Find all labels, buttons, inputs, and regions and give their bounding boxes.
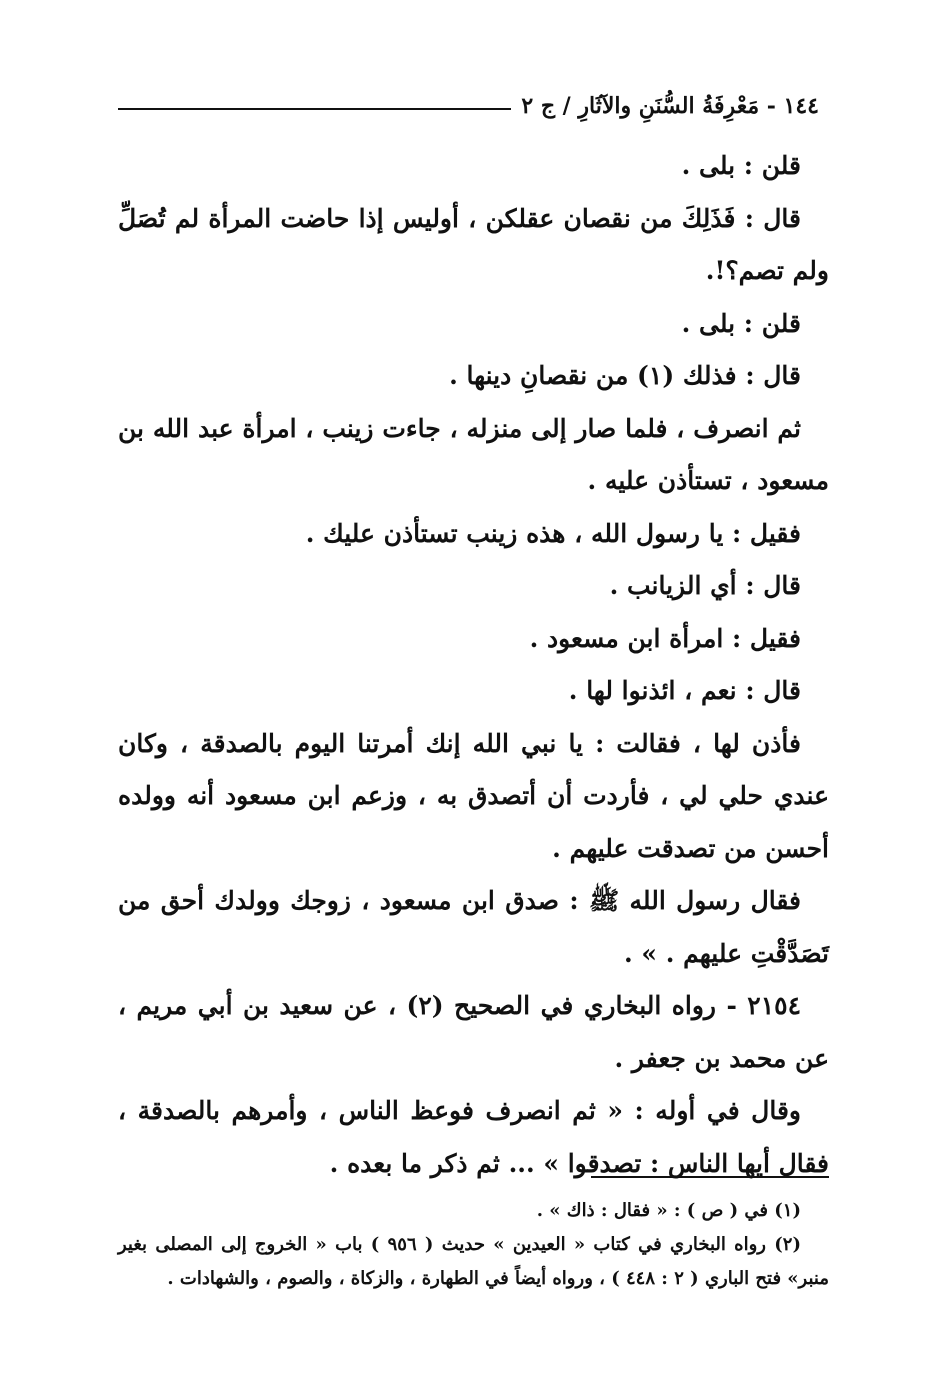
paragraph: قلن : بلى . (681, 151, 801, 180)
paragraph: فقيل : يا رسول الله ، هذه زينب تستأذن عليك . (305, 518, 801, 548)
paragraph: فقال رسول الله ﷺ : صدق ابن مسعود ، زوجك وولدك أحق من تَصَدَّقْتِ عليهم . » . (118, 886, 829, 968)
footnote: (١) في ( ص ) : « فقال : ذاك » . (536, 1200, 801, 1221)
page-header (118, 86, 819, 126)
paragraph: قلن : بلى . (681, 308, 801, 338)
header-rule (118, 108, 511, 110)
paragraph: فقيل : امرأة ابن مسعود . (529, 623, 801, 653)
paragraph: قال : فَذَلِكَ من نقصان عقلكن ، أوليس إذا حاضت المرأة لم تُصَلِّ ولم تصم؟!. (118, 203, 829, 285)
running-header: ١٤٤ - مَعْرِفَةُ السُّنَنِ والآثَارِ / ج ٢ (521, 93, 819, 119)
hadith-number-paragraph: ٢١٥٤ - رواه البخاري في الصحيح (٢) ، عن سعيد بن أبي مريم ، عن محمد بن جعفر . (118, 991, 829, 1073)
footnote-separator (591, 1176, 829, 1178)
paragraph: فأذن لها ، فقالت : يا نبي الله إنك أمرتنا اليوم بالصدقة ، وكان عندي حلي لي ، فأردت أن أتصدق به ، وزعم ابن مسعود أنه وولده أحسن من تصدقت عليهم . (118, 728, 829, 863)
paragraph: قال : نعم ، ائذنوا لها . (568, 676, 801, 705)
paragraph: قال : أي الزيانب . (609, 571, 801, 600)
paragraph: وقال في أوله : « ثم انصرف فوعظ الناس ، وأمرهم بالصدقة ، فقال أيها الناس : تصدقوا » ... ثم ذكر ما بعده . (118, 1096, 829, 1178)
body-text (118, 140, 829, 1190)
paragraph: ثم انصرف ، فلما صار إلى منزله ، جاءت زينب ، امرأة عبد الله بن مسعود ، تستأذن عليه . (118, 413, 829, 495)
paragraph: قال : فذلك (١) من نقصانِ دينها . (449, 361, 801, 390)
footnotes (118, 1194, 829, 1296)
footnote: (٢) رواه البخاري في كتاب « العيدين » حديث ( ٩٥٦ ) باب « الخروج إلى المصلى بغير منبر» فتح الباري ( ٢ : ٤٤٨ ) ، ورواه أيضاً في الطهارة ، والزكاة ، والصوم ، والشهادات . (118, 1234, 829, 1289)
